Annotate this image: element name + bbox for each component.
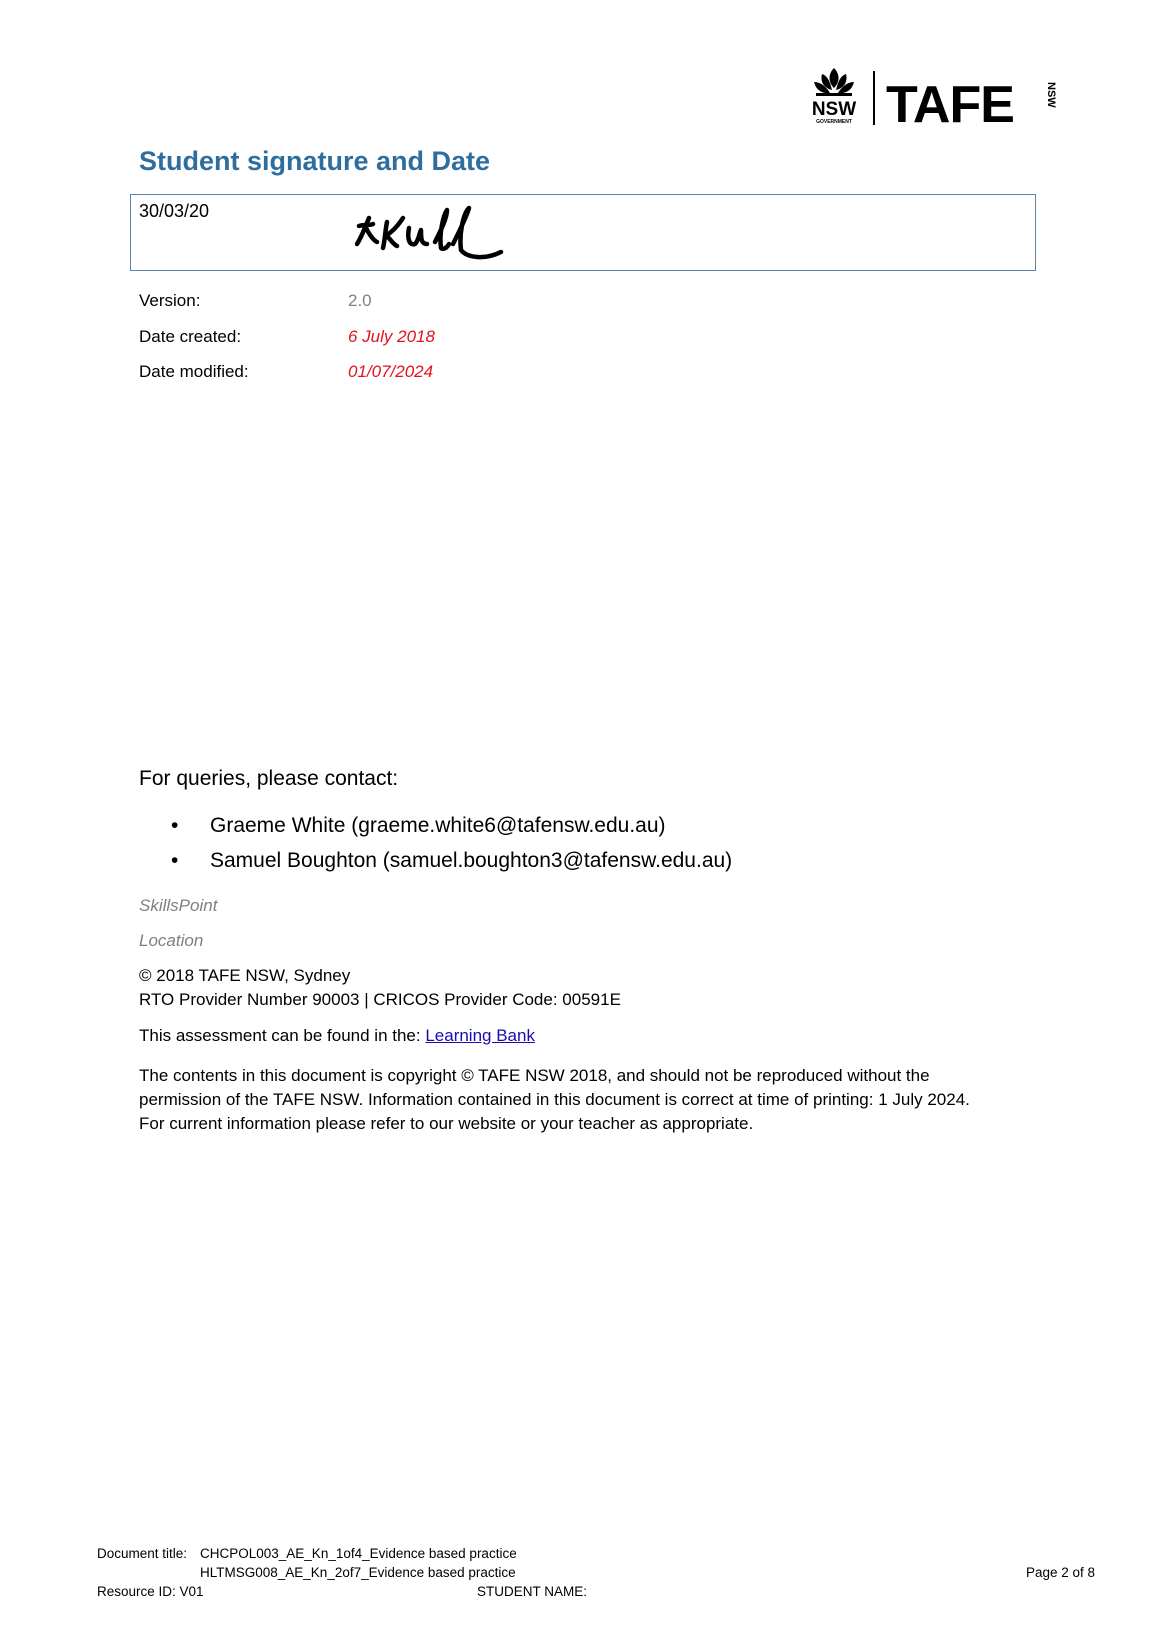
skillspoint-label: SkillsPoint bbox=[139, 896, 218, 915]
notice-line: permission of the TAFE NSW. Information contained in this document is correct at time of printing: 1 July 2024. bbox=[139, 1090, 970, 1109]
resource-id: Resource ID: V01 bbox=[97, 1584, 204, 1599]
tafe-nsw-vertical: NSW bbox=[1045, 82, 1057, 108]
assessment-prefix: This assessment can be found in the: bbox=[139, 1026, 426, 1045]
student-name-label: STUDENT NAME: bbox=[477, 1584, 588, 1599]
version-value: 2.0 bbox=[348, 291, 372, 310]
date-modified-value: 01/07/2024 bbox=[348, 362, 434, 381]
logo-divider bbox=[873, 71, 875, 125]
nsw-wordmark: NSW bbox=[811, 99, 857, 120]
bullet-icon: • bbox=[171, 814, 179, 837]
signature-date: 30/03/20 bbox=[139, 201, 210, 221]
page-title: Student signature and Date bbox=[139, 146, 491, 176]
date-created-value: 6 July 2018 bbox=[348, 327, 435, 346]
waratah-icon bbox=[814, 68, 854, 96]
date-modified-label: Date modified: bbox=[139, 362, 249, 381]
government-wordmark: GOVERNMENT bbox=[816, 119, 852, 125]
assessment-location bbox=[139, 1026, 535, 1046]
notice-line: For current information please refer to our website or your teacher as appropriate. bbox=[139, 1114, 754, 1133]
copyright-notice bbox=[139, 1064, 1039, 1136]
contact-item: Samuel Boughton (samuel.boughton3@tafensw.edu.au) bbox=[210, 849, 733, 872]
date-created-label: Date created: bbox=[139, 327, 242, 346]
doc-title-label: Document title: bbox=[97, 1546, 188, 1561]
rto-line: RTO Provider Number 90003 | CRICOS Provider Code: 00591E bbox=[139, 990, 621, 1009]
handwritten-signature bbox=[355, 204, 510, 266]
learning-bank-link[interactable]: Learning Bank bbox=[425, 1026, 535, 1045]
version-label: Version: bbox=[139, 291, 201, 310]
doc-title-line-1: CHCPOL003_AE_Kn_1of4_Evidence based practice bbox=[200, 1546, 517, 1561]
bullet-icon: • bbox=[171, 849, 179, 872]
tafe-nsw-logo bbox=[808, 66, 1058, 132]
copyright-line: © 2018 TAFE NSW, Sydney bbox=[139, 966, 351, 985]
doc-title-line-2: HLTMSG008_AE_Kn_2of7_Evidence based practice bbox=[200, 1565, 516, 1580]
tafe-wordmark: TAFE bbox=[886, 76, 1014, 132]
signature-box bbox=[130, 194, 1036, 271]
contact-item: Graeme White (graeme.white6@tafensw.edu.au) bbox=[210, 814, 666, 837]
location-label: Location bbox=[139, 931, 204, 950]
contact-heading: For queries, please contact: bbox=[139, 767, 399, 790]
notice-line: The contents in this document is copyright © TAFE NSW 2018, and should not be reproduced without the bbox=[139, 1066, 930, 1085]
page-number: Page 2 of 8 bbox=[1026, 1565, 1096, 1580]
